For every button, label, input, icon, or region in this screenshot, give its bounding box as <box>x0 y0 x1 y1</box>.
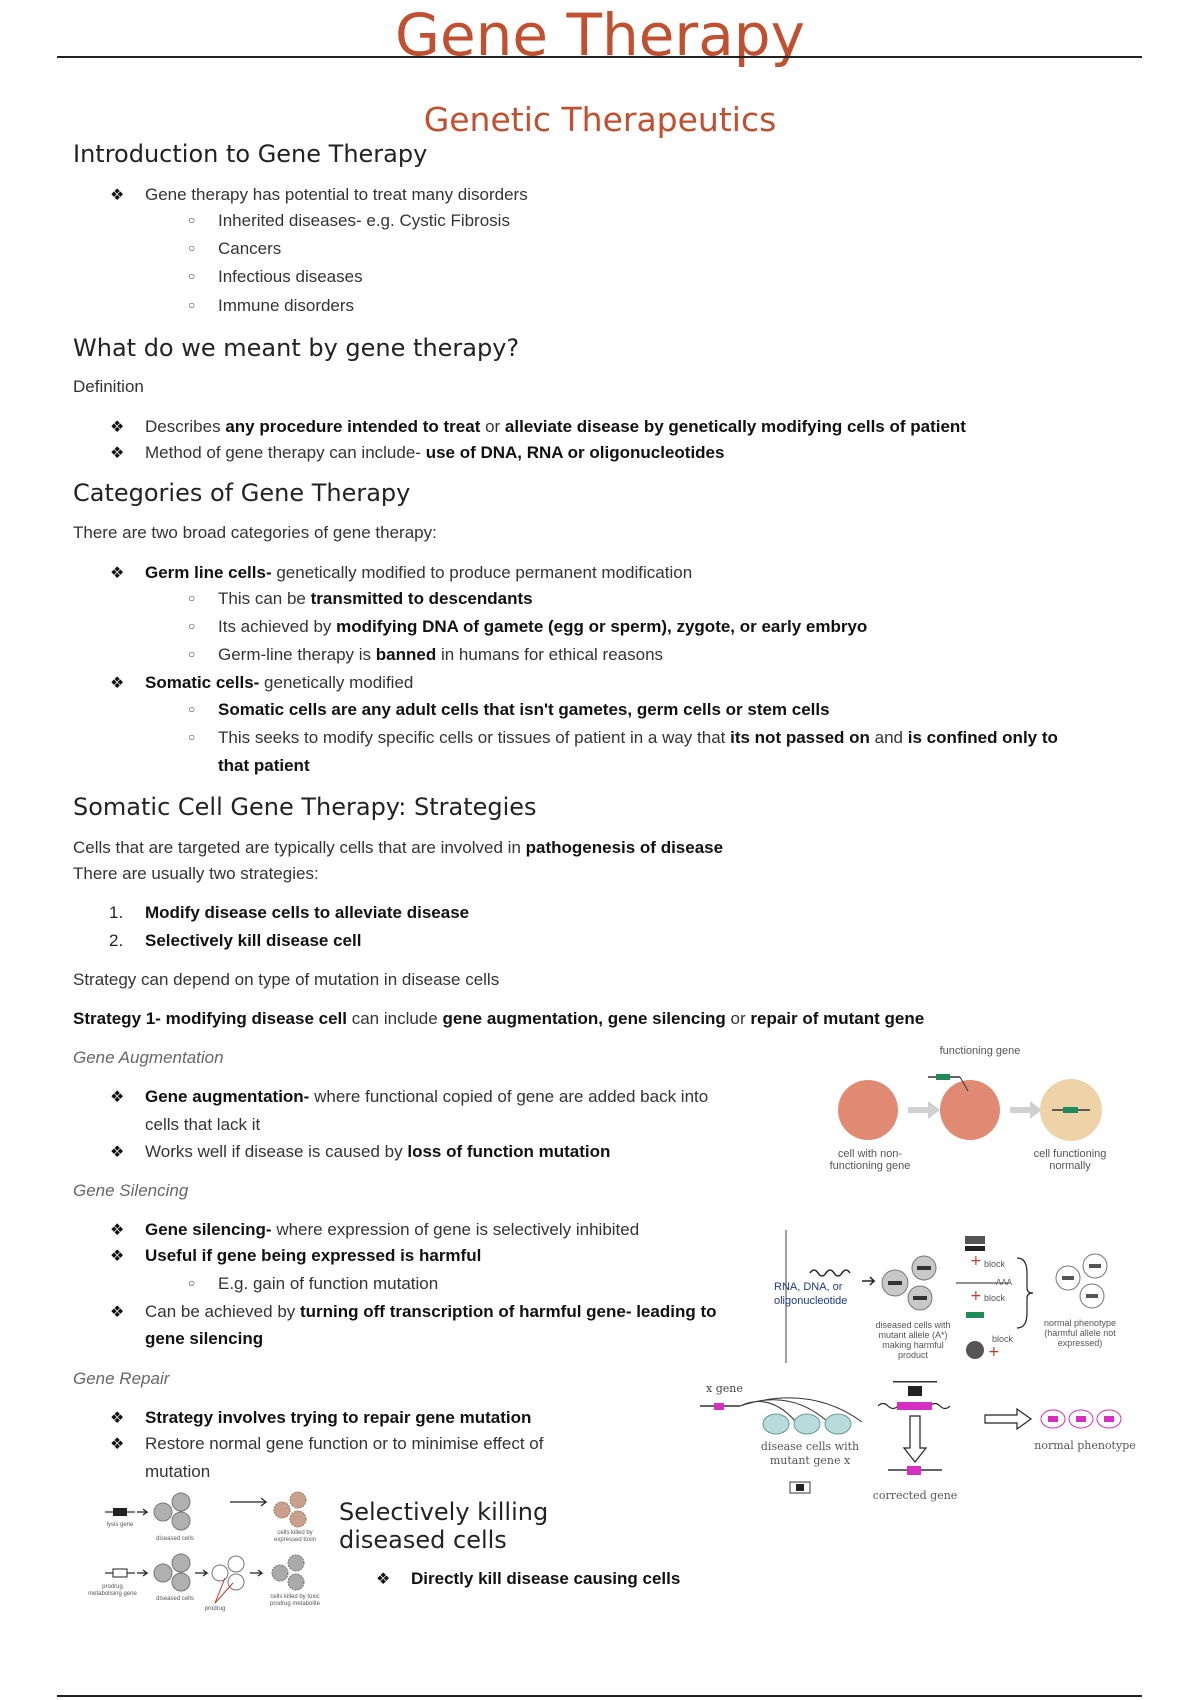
diseased-cells-label-2: diseased cells <box>156 1596 194 1602</box>
strategy-item-2: 2. Selectively kill disease cell <box>109 931 362 950</box>
right-arrow-icon <box>985 1409 1031 1429</box>
strategies-p1: Cells that are targeted are typically cells that are involved in pathogenesis of disease <box>73 838 724 857</box>
somatic-sub-2-cont: that patient <box>218 756 310 775</box>
repair-figure <box>690 1378 1140 1508</box>
arrow-icon <box>908 1101 940 1119</box>
gene-mark <box>1048 1416 1058 1422</box>
diamond-bullet-icon: ❖ <box>110 1222 125 1239</box>
strategies-p3: Strategy can depend on type of mutation in disease cells <box>73 970 500 989</box>
augmentation-bullet-2: ❖ Works well if disease is caused by loss of function mutation <box>110 1142 611 1161</box>
functioning-gene-label: functioning gene <box>939 1045 1021 1057</box>
somatic-sub-1: ○ Somatic cells are any adult cells that isn't gametes, germ cells or stem cells <box>188 700 830 719</box>
strategies-heading: Somatic Cell Gene Therapy: Strategies <box>73 793 537 821</box>
augmentation-diagram <box>820 1045 1120 1195</box>
allele-mark <box>917 1266 931 1270</box>
silencing-bullet-1: ❖ Gene silencing- where expression of gene is selectively inhibited <box>110 1220 640 1239</box>
treated-cell <box>228 1556 244 1572</box>
prodrug-label: prodrug <box>204 1606 226 1612</box>
intro-item-4: ○ Immune disorders <box>188 296 355 315</box>
allele-mark <box>913 1296 927 1300</box>
killed-cell <box>288 1555 304 1571</box>
prodrug-line <box>215 1583 233 1603</box>
meaning-bullet-2: ❖ Method of gene therapy can include- use of DNA, RNA or oligonucleotides <box>110 443 725 462</box>
oligo-label: RNA, DNA, or oligonucleotide <box>774 1281 848 1307</box>
somatic-sub-2: ○ This seeks to modify specific cells or tissues of patient in a way that its not passed on and is confined only to <box>188 728 1058 747</box>
gene-icon <box>936 1074 950 1080</box>
silencing-bullet-3-cont: gene silencing <box>145 1329 264 1348</box>
block-icon: + <box>970 1253 982 1269</box>
circle-bullet-icon: ○ <box>188 591 196 605</box>
circle-bullet-icon: ○ <box>188 619 196 633</box>
germ-sub-3: ○ Germ-line therapy is banned in humans for ethical reasons <box>188 645 664 664</box>
mutant-gene-icon <box>714 1403 724 1410</box>
diseased-cell <box>172 1573 190 1591</box>
down-arrow-icon <box>904 1416 926 1462</box>
arrow-icon <box>137 1570 147 1576</box>
normal-phenotype-label: normal phenotype (harmful allele not expressed) <box>1043 1318 1117 1348</box>
allele-mark <box>1089 1264 1101 1268</box>
block-label-2: block <box>984 1293 1006 1303</box>
normal-cell-label: cell functioning normally <box>1033 1148 1107 1172</box>
meaning-heading: What do we meant by gene therapy? <box>73 334 520 362</box>
augmentation-figure <box>820 1045 1120 1195</box>
gene-mark <box>1076 1416 1086 1422</box>
diseased-cell <box>172 1554 190 1572</box>
block-label-1: block <box>984 1259 1006 1269</box>
diamond-bullet-icon: ❖ <box>110 1089 125 1106</box>
killing-heading-line-2: diseased cells <box>339 1526 507 1554</box>
diamond-bullet-icon: ❖ <box>110 1410 125 1427</box>
germ-sub-2: ○ Its achieved by modifying DNA of gamete (egg or sperm), zygote, or early embryo <box>188 617 868 636</box>
meaning-bullet-1: ❖ Describes any procedure intended to treat or alleviate disease by genetically modifying cells of patient <box>110 417 966 436</box>
diamond-bullet-icon: ❖ <box>110 675 125 692</box>
diamond-bullet-icon: ❖ <box>110 1144 125 1161</box>
repair-bullet-2: ❖ Restore normal gene function or to minimise effect of <box>110 1434 544 1453</box>
arrow-icon <box>230 1498 266 1506</box>
repair-heading: Gene Repair <box>73 1369 170 1388</box>
repair-bullet-2-cont: mutation <box>145 1462 211 1481</box>
disease-cell <box>794 1414 820 1434</box>
gene-icon <box>1063 1107 1078 1113</box>
page-title: Gene Therapy <box>395 1 805 69</box>
repair-bullet-1: ❖ Strategy involves trying to repair gene mutation <box>110 1408 532 1427</box>
brace-icon <box>1017 1258 1033 1328</box>
arrow-icon <box>195 1570 207 1576</box>
diamond-bullet-icon: ❖ <box>110 1248 125 1265</box>
germ-line-bullet: ❖ Germ line cells- genetically modified to produce permanent modification <box>110 563 693 582</box>
block-icon: + <box>970 1288 982 1304</box>
circle-bullet-icon: ○ <box>188 1276 196 1290</box>
categories-intro: There are two broad categories of gene therapy: <box>73 523 437 542</box>
somatic-bullet: ❖ Somatic cells- genetically modified <box>110 673 414 692</box>
disease-cell <box>763 1414 789 1434</box>
circle-bullet-icon: ○ <box>188 269 196 283</box>
strategy-1-line: Strategy 1- modifying disease cell can include gene augmentation, gene silencing or repair of mutant gene <box>73 1009 925 1028</box>
prodrug-line <box>215 1578 225 1603</box>
circle-bullet-icon: ○ <box>188 241 196 255</box>
intro-item-1: ○ Inherited diseases- e.g. Cystic Fibrosis <box>188 211 510 230</box>
corrected-gene-icon <box>907 1466 921 1475</box>
silencing-heading: Gene Silencing <box>73 1181 189 1200</box>
diseased-cell <box>172 1493 190 1511</box>
silencing-bullet-3: ❖ Can be achieved by turning off transcription of harmful gene- leading to <box>110 1302 717 1321</box>
arrow-icon <box>137 1509 147 1515</box>
augmentation-bullet-1-cont: cells that lack it <box>145 1115 261 1134</box>
strategy-item-1: 1. Modify disease cells to alleviate disease <box>109 903 470 922</box>
intro-bullet: ❖ Gene therapy has potential to treat many disorders <box>110 185 528 204</box>
killed-label-1: cells killed by expressed toxin <box>273 1530 317 1543</box>
lysis-gene-label: lysis gene <box>106 1522 134 1528</box>
treated-cell <box>228 1574 244 1590</box>
silencing-figure <box>770 1228 1120 1368</box>
killing-figure <box>85 1488 330 1628</box>
killed-cell <box>290 1511 306 1527</box>
killed-label-2: cells killed by toxic prodrug metabolite <box>269 1594 321 1607</box>
treated-cell <box>212 1565 228 1581</box>
allele-mark <box>1086 1294 1098 1298</box>
bottom-divider <box>57 1695 1142 1697</box>
gene-box-core <box>796 1484 804 1491</box>
dna-block-icon <box>908 1386 922 1396</box>
diseased-cell <box>172 1512 190 1530</box>
diamond-bullet-icon: ❖ <box>110 1436 125 1453</box>
silencing-bullet-2: ❖ Useful if gene being expressed is harmful <box>110 1246 482 1265</box>
oligo-icon <box>810 1270 850 1276</box>
normal-phenotype-label: normal phenotype <box>1034 1439 1136 1452</box>
title-divider <box>57 56 1142 58</box>
x-gene-label: x gene <box>706 1382 743 1395</box>
allele-mark <box>888 1281 902 1285</box>
lysis-gene-icon <box>113 1508 127 1516</box>
definition-label: Definition <box>73 377 144 396</box>
prodrug-gene-icon <box>113 1569 127 1577</box>
arrow-icon <box>250 1570 262 1576</box>
diseased-cells-label-1: diseased cells <box>156 1536 194 1542</box>
categories-heading: Categories of Gene Therapy <box>73 479 411 507</box>
diamond-bullet-icon: ❖ <box>110 187 125 204</box>
diamond-bullet-icon: ❖ <box>110 565 125 582</box>
allele-mark <box>1062 1276 1074 1280</box>
circle-bullet-icon: ○ <box>188 647 196 661</box>
circle-bullet-icon: ○ <box>188 702 196 716</box>
diseased-cell <box>154 1503 172 1521</box>
protein-icon <box>966 1341 984 1359</box>
killing-heading-line-1: Selectively killing <box>339 1498 549 1526</box>
germ-sub-1: ○ This can be transmitted to descendants <box>188 589 533 608</box>
gene-mark <box>1104 1416 1114 1422</box>
killed-cell <box>288 1574 304 1590</box>
block-label-3: block <box>992 1334 1014 1344</box>
prodrug-gene-label: prodrug metabolising gene <box>88 1584 137 1597</box>
silencing-sub-1: ○ E.g. gain of function mutation <box>188 1274 439 1293</box>
transducing-cell <box>940 1080 1000 1140</box>
page-subtitle: Genetic Therapeutics <box>423 100 777 139</box>
diamond-bullet-icon: ❖ <box>110 1304 125 1321</box>
dna-block-icon <box>965 1246 985 1251</box>
diamond-bullet-icon: ❖ <box>110 419 125 436</box>
circle-bullet-icon: ○ <box>188 213 196 227</box>
mutant-gene-icon <box>897 1402 932 1410</box>
aaa-label: AAA <box>996 1278 1013 1287</box>
diseased-cells-label: diseased cells with mutant allele (A*) making harmful product <box>875 1320 951 1360</box>
circle-bullet-icon: ○ <box>188 298 196 312</box>
killed-cell <box>272 1565 288 1581</box>
killed-cell <box>274 1502 290 1518</box>
augmentation-heading: Gene Augmentation <box>73 1048 224 1067</box>
intro-item-2: ○ Cancers <box>188 239 282 258</box>
non-functioning-cell <box>838 1080 898 1140</box>
non-functioning-cell-label: cell with non-functioning gene <box>829 1148 911 1172</box>
circle-bullet-icon: ○ <box>188 730 196 744</box>
gene-icon <box>966 1312 984 1318</box>
block-icon: + <box>988 1344 1000 1360</box>
strand-line <box>893 1381 937 1383</box>
dna-block-icon <box>965 1236 985 1244</box>
killed-cell <box>290 1492 306 1508</box>
diamond-bullet-icon: ❖ <box>110 445 125 462</box>
augmentation-bullet-1: ❖ Gene augmentation- where functional copied of gene are added back into <box>110 1087 709 1106</box>
disease-cell <box>825 1414 851 1434</box>
corrected-gene-label: corrected gene <box>872 1489 958 1502</box>
intro-item-3: ○ Infectious diseases <box>188 267 363 286</box>
arrow-icon <box>1010 1101 1042 1119</box>
killing-bullet: ❖ Directly kill disease causing cells <box>376 1569 681 1588</box>
intro-heading: Introduction to Gene Therapy <box>73 140 428 168</box>
diseased-cell <box>154 1564 172 1582</box>
disease-cells-label: disease cells with mutant gene x <box>760 1440 860 1467</box>
diamond-bullet-icon: ❖ <box>376 1571 391 1588</box>
strategies-p2: There are usually two strategies: <box>73 864 319 883</box>
